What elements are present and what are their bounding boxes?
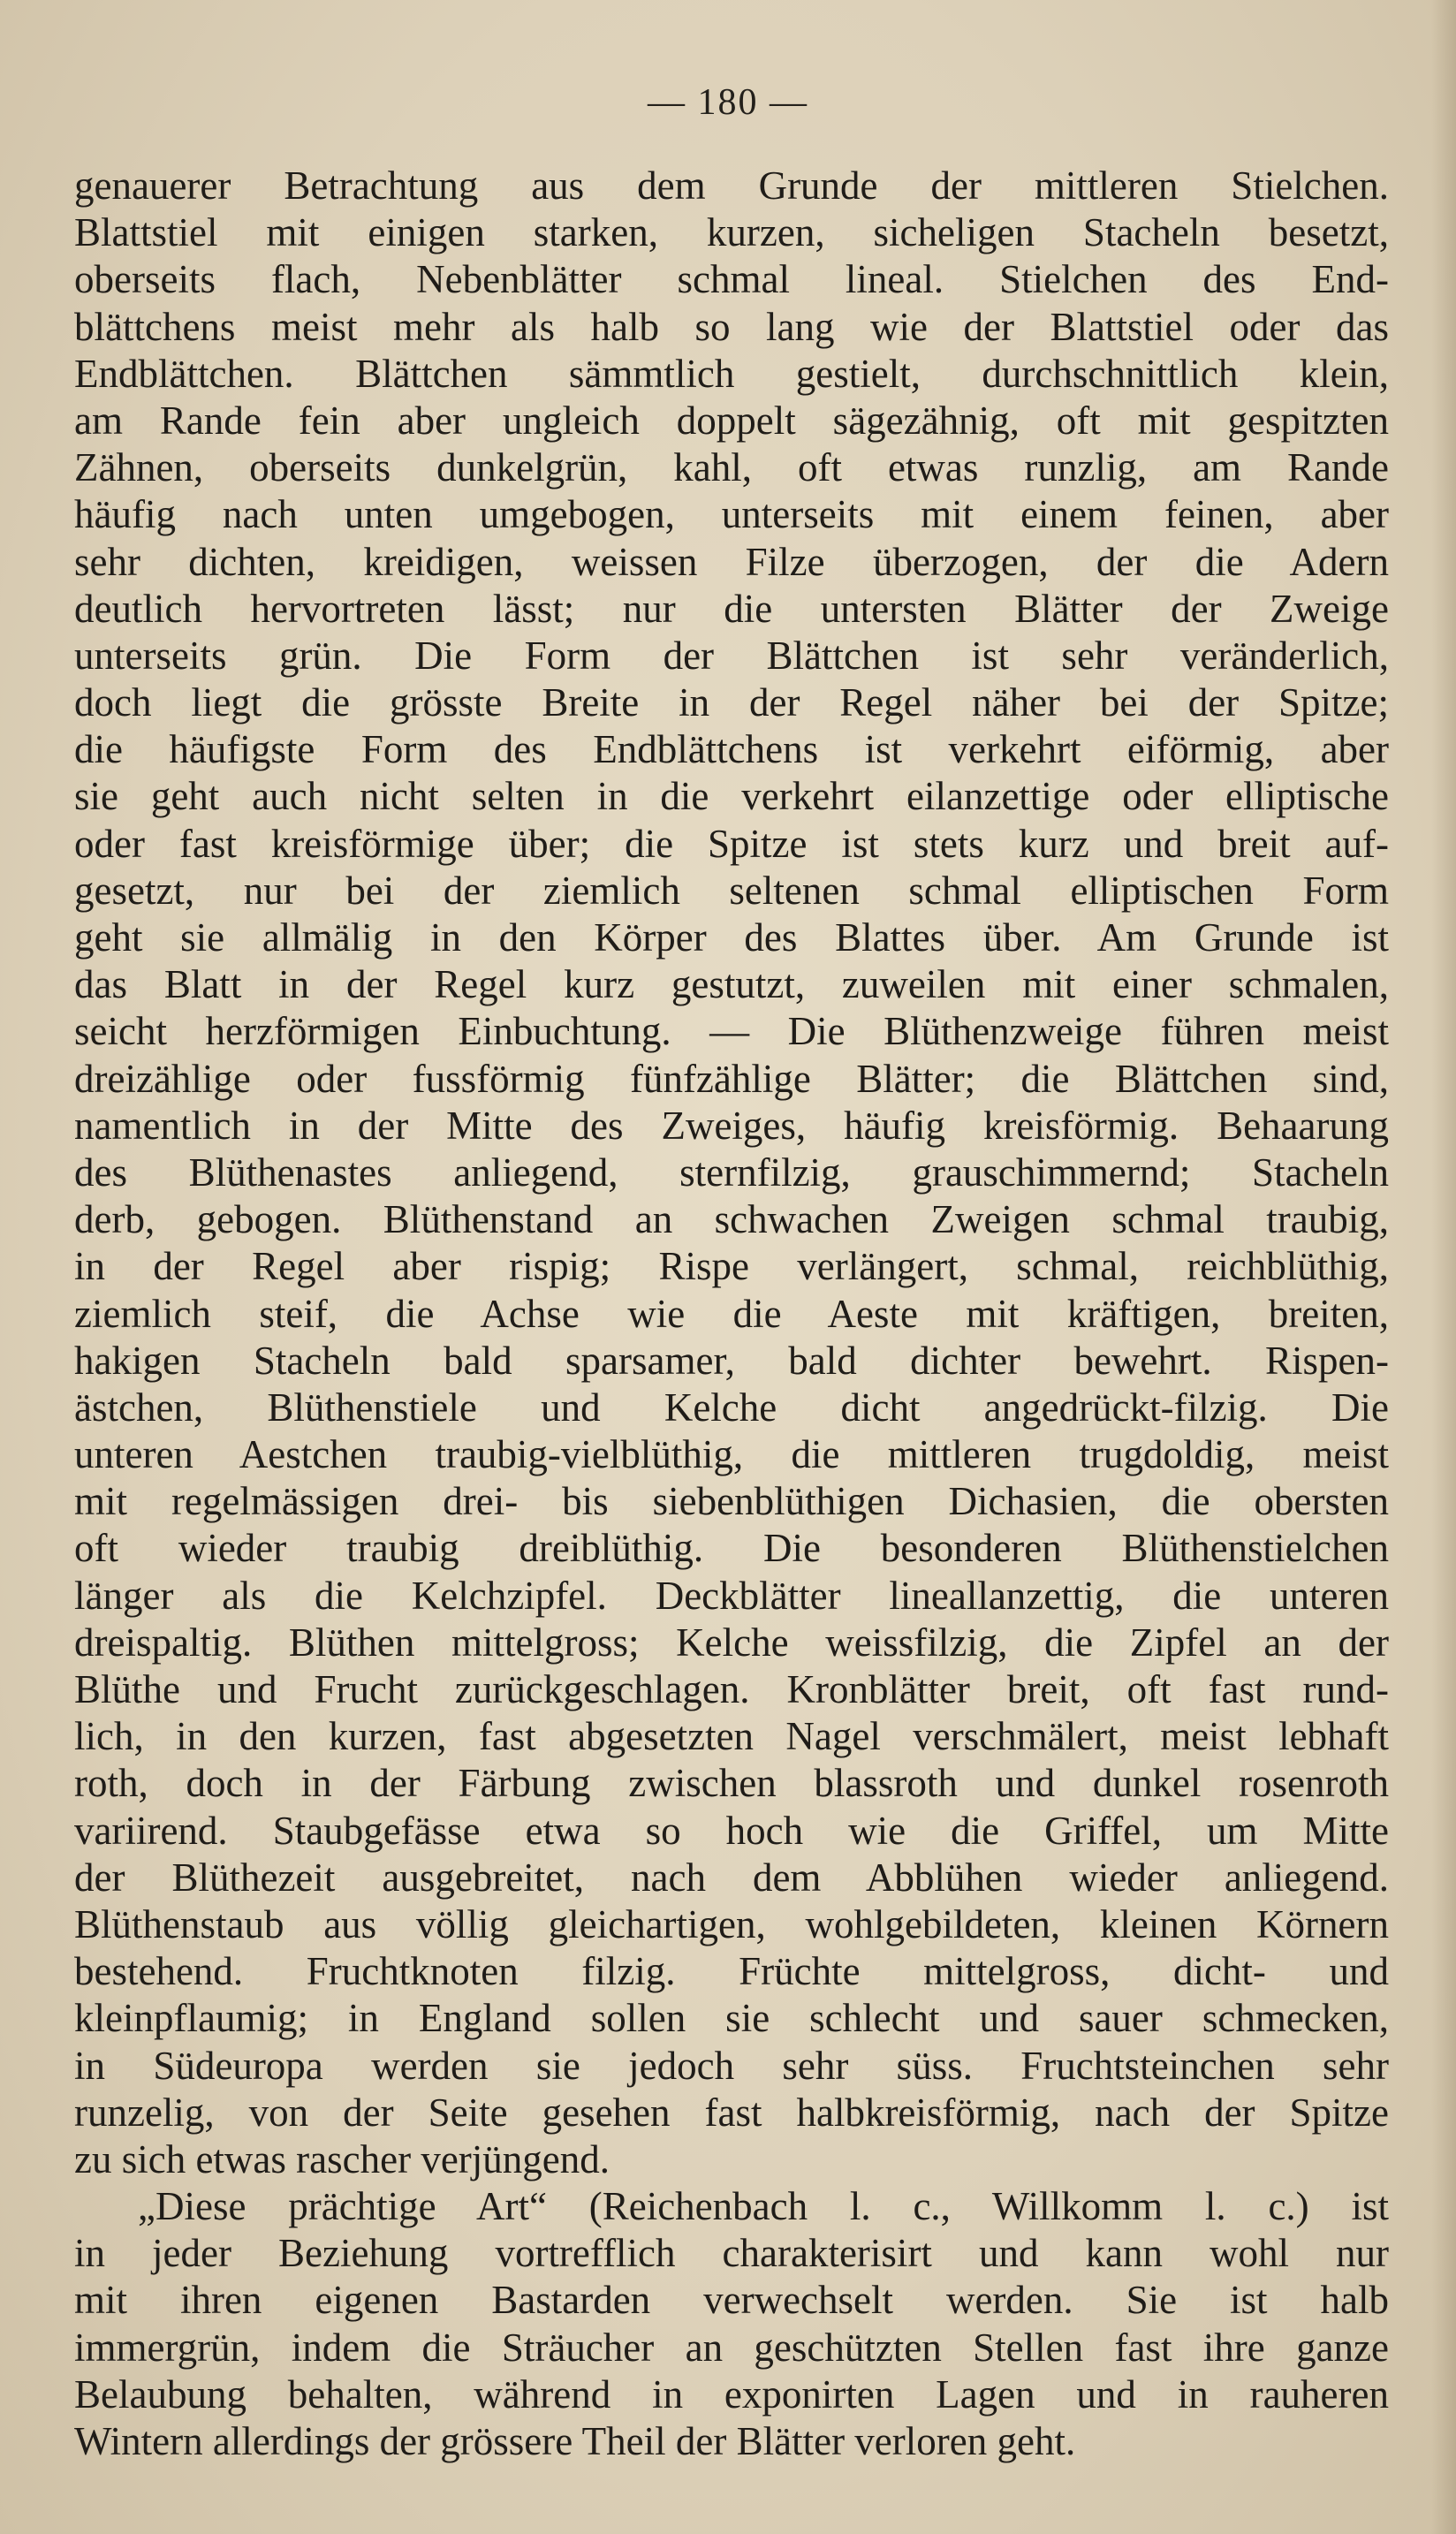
text-line: dreispaltig. Blüthen mittelgross; Kelche weissfilzig, die Zipfel an der <box>74 1620 1389 1665</box>
text-line: oft wieder traubig dreiblüthig. Die besonderen Blüthenstielchen <box>74 1526 1389 1571</box>
text-line: deutlich hervortreten lässt; nur die untersten Blätter der Zweige <box>74 586 1389 631</box>
text-line: die häufigste Form des Endblättchens ist verkehrt eiförmig, aber <box>74 727 1389 772</box>
text-line: länger als die Kelchzipfel. Deckblätter lineallanzettig, die unteren <box>74 1573 1389 1618</box>
text-line: namentlich in der Mitte des Zweiges, häufig kreisförmig. Behaarung <box>74 1103 1389 1148</box>
text-line: „Diese prächtige Art“ (Reichenbach l. c., Willkomm l. c.) ist <box>138 2184 1389 2229</box>
text-line: genauerer Betrachtung aus dem Grunde der mittleren Stielchen. <box>74 163 1389 208</box>
paragraph-description <box>74 163 1389 2183</box>
text-line: in jeder Beziehung vortrefflich charakterisirt und kann wohl nur <box>74 2231 1389 2276</box>
text-line: des Blüthenastes anliegend, sternfilzig, grauschimmernd; Stacheln <box>74 1149 1389 1195</box>
body-text <box>74 163 1389 2465</box>
text-line: immergrün, indem die Sträucher an geschützten Stellen fast ihre ganze <box>74 2325 1389 2370</box>
text-line: lich, in den kurzen, fast abgesetzten Nagel verschmälert, meist lebhaft <box>74 1714 1389 1759</box>
text-line: oder fast kreisförmige über; die Spitze ist stets kurz und breit auf- <box>74 821 1389 866</box>
text-line: derb, gebogen. Blüthenstand an schwachen Zweigen schmal traubig, <box>74 1197 1389 1242</box>
text-line: Blüthenstaub aus völlig gleichartigen, wohlgebildeten, kleinen Körnern <box>74 1901 1389 1946</box>
text-line: das Blatt in der Regel kurz gestutzt, zuweilen mit einer schmalen, <box>74 962 1389 1007</box>
text-line: in der Regel aber rispig; Rispe verlängert, schmal, reichblüthig, <box>74 1244 1389 1289</box>
text-line: seicht herzförmigen Einbuchtung. — Die Blüthenzweige führen meist <box>74 1009 1389 1054</box>
page-number: — 180 — <box>648 82 808 123</box>
text-line: der Blüthezeit ausgebreitet, nach dem Abblühen wieder anliegend. <box>74 1855 1389 1900</box>
text-line: geht sie allmälig in den Körper des Blattes über. Am Grunde ist <box>74 915 1389 960</box>
text-line: Endblättchen. Blättchen sämmtlich gestielt, durchschnittlich klein, <box>74 351 1389 396</box>
text-line: Belaubung behalten, während in exponirten Lagen und in rauheren <box>74 2371 1389 2416</box>
text-line: gesetzt, nur bei der ziemlich seltenen schmal elliptischen Form <box>74 868 1389 913</box>
text-line: hakigen Stacheln bald sparsamer, bald dichter bewehrt. Rispen- <box>74 1338 1389 1383</box>
text-line: unteren Aestchen traubig-vielblüthig, die mittleren trugdoldig, meist <box>74 1432 1389 1477</box>
text-line: mit regelmässigen drei- bis siebenblüthigen Dichasien, die obersten <box>74 1479 1389 1524</box>
text-line: doch liegt die grösste Breite in der Regel näher bei der Spitze; <box>74 680 1389 725</box>
text-line: runzelig, von der Seite gesehen fast halbkreisförmig, nach der Spitze <box>74 2090 1389 2135</box>
page-edge-shadow <box>1431 0 1456 2534</box>
text-line: Blüthe und Frucht zurückgeschlagen. Kronblätter breit, oft fast rund- <box>74 1667 1389 1711</box>
text-line: roth, doch in der Färbung zwischen blassroth und dunkel rosenroth <box>74 1761 1389 1806</box>
text-line: bestehend. Fruchtknoten filzig. Früchte mittelgross, dicht- und <box>74 1949 1389 1994</box>
text-line: zu sich etwas rascher verjüngend. <box>74 2136 610 2181</box>
text-line: am Rande fein aber ungleich doppelt sägezähnig, oft mit gespitzten <box>74 398 1389 443</box>
text-line: häufig nach unten umgebogen, unterseits mit einem feinen, aber <box>74 492 1389 537</box>
text-line: kleinpflaumig; in England sollen sie schlecht und sauer schmecken, <box>74 1996 1389 2041</box>
text-line: ziemlich steif, die Achse wie die Aeste mit kräftigen, breiten, <box>74 1291 1389 1336</box>
text-line: Wintern allerdings der grössere Theil der Blätter verloren geht. <box>74 2419 1076 2463</box>
text-line: ästchen, Blüthenstiele und Kelche dicht angedrückt-filzig. Die <box>74 1385 1389 1430</box>
paragraph-remarks <box>74 2183 1389 2465</box>
text-line: sehr dichten, kreidigen, weissen Filze überzogen, der die Adern <box>74 539 1389 584</box>
text-line: oberseits flach, Nebenblätter schmal lineal. Stielchen des End- <box>74 257 1389 302</box>
text-line: in Südeuropa werden sie jedoch sehr süss. Fruchtsteinchen sehr <box>74 2043 1389 2088</box>
text-line: variirend. Staubgefässe etwa so hoch wie die Griffel, um Mitte <box>74 1808 1389 1853</box>
text-line: Blattstiel mit einigen starken, kurzen, sicheligen Stacheln besetzt, <box>74 210 1389 255</box>
text-line: blättchens meist mehr als halb so lang wie der Blattstiel oder das <box>74 304 1389 349</box>
text-line: dreizählige oder fussförmig fünfzählige Blätter; die Blättchen sind, <box>74 1056 1389 1101</box>
text-line: sie geht auch nicht selten in die verkehrt eilanzettige oder elliptische <box>74 774 1389 819</box>
text-line: unterseits grün. Die Form der Blättchen ist sehr veränderlich, <box>74 633 1389 678</box>
text-line: Zähnen, oberseits dunkelgrün, kahl, oft etwas runzlig, am Rande <box>74 445 1389 490</box>
text-line: mit ihren eigenen Bastarden verwechselt werden. Sie ist halb <box>74 2278 1389 2323</box>
